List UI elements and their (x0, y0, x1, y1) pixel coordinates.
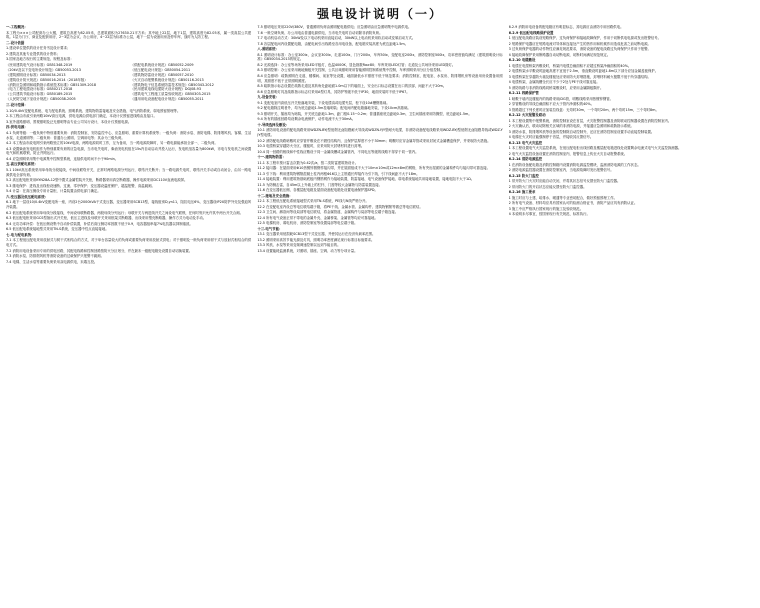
spec-paragraph: 九.设备安装： (257, 95, 279, 100)
spec-paragraph: 9.1 变配电室内高低压开关柜落地安装，下设电缆沟或电缆夹层，柜下设10#槽钢基础。 (257, 100, 390, 105)
spec-paragraph: 六.变压器及低压配电系统： (6, 194, 48, 199)
spec-paragraph: 6.2.13 电气火灾监控 (508, 140, 543, 145)
spec-paragraph: 3 管路超过下列长度时应加装拉线盒：无弯时30m，一个弯时20m，两个弯时15m，三个弯时8m。 (508, 107, 659, 112)
spec-paragraph: 6.5 低压配电系统接地型式采用TN-S系统，变压器中性点直接接地。 (6, 227, 109, 232)
spec-paragraph: 5.3 继电保护：进线及出线柜设速断、过流、零序保护；变压器设温度保护，超温报警，高温跳闸。 (6, 183, 155, 188)
spec-paragraph: 2 穿管敷设的导线总截面积不应大于管内净面积的40%。 (508, 102, 595, 106)
spec-paragraph: 4 本说明未尽事宜，按国家现行有关规范、标准执行。 (508, 212, 590, 216)
page-title: 强电设计说明（一） (316, 7, 443, 21)
spec-paragraph: 3 施工中应严格执行国家现行的施工及验收规范。 (508, 206, 584, 211)
spec-paragraph: 4.4 应急照明采用集中电源集中控制型系统，连续供电时间不小于90min。 (6, 156, 119, 161)
spec-paragraph: 2 消防电源监控器设置在消防控制室内，当电源故障时发出报警信号。 (508, 168, 614, 172)
spec-paragraph: 6.2.15 防火门监控 (508, 173, 539, 178)
spec-paragraph: 7.3 消防水泵、防排烟风机等消防设备的过载保护只报警不跳闸。 (6, 254, 105, 259)
spec-paragraph: 7.2 消防用电设备采用专用的供电回路，其配电线路和控制回路按防火分区划分，并在最末一级配电箱处设置自动切换装置。 (6, 248, 193, 253)
spec-paragraph: 6.2.11 线路保护管 (508, 91, 539, 95)
text-columns (6, 25, 754, 605)
spec-paragraph: 4.2 本工程由市政电网引来两路独立的10kV电源，两路电源同时工作，互为备用，当一路电源故障时，另一路电源能承担全部一、二级负荷。 (6, 141, 218, 146)
standard-item: 《供配电系统设计规范》GB50052-2009 (130, 62, 194, 67)
spec-paragraph: 2 所有电气设备、材料均应具有国家认可的检测合格证书，消防产品应具有消防认证。 (508, 201, 638, 205)
spec-paragraph: 12.1 本工程低压配电系统接地型式采用TN-S系统，PE线与N线严格分开。 (257, 199, 369, 204)
spec-paragraph: 3.室外道路照明、景观照明及泛光照明等由专业公司另行设计，本设计仅预留电源。 (6, 119, 132, 124)
spec-paragraph: 1 暗敷于墙内及楼板内的线路采用JDG管，明敷线路采用热镀锌钢管。 (508, 96, 614, 101)
standards-list (6, 63, 251, 102)
standard-item: 《消防应急照明和疏散指示系统技术标准》GB51309-2018 (6, 82, 97, 87)
spec-paragraph: 9.4 所有的插座回路均设剩余电流保护，动作电流不大于30mA。 (257, 117, 356, 122)
spec-paragraph: 6.2.9 消防用电设备的配电箱应有明显标志，其电源应由消防专用回路供电。 (508, 25, 624, 29)
spec-paragraph: 9.2 配电箱除注明者外，均为底边距地1.5m挂墙明装；配电间内配电箱落地安装，下设10cm高基础。 (257, 106, 411, 111)
spec-paragraph: 1 电缆在电缆桥架内敷设时，桥架内电缆总截面积不应超过桥架净截面积的40%。 (508, 63, 632, 68)
spec-paragraph: 本工程为×××公司配套办公大楼，建筑总高度为82.05米，总建筑面积为27630.21平方米；其中地上22层，地下1层，建筑高度为82.05米，属一类高层公共建筑。1层为门厅、商业及配套用房，2~3层为会议、办公用房，4~22层为标准办公层，地下一层为设备用房及停车库，战时为人防工程。 (6, 30, 252, 40)
standard-item: 《低压配电设计规范》GB50054-2011 (130, 67, 191, 72)
spec-paragraph: 7.6 一般空调负荷、办公用电由普通电源供电，当市电失电时自动切除非消防负荷。 (257, 30, 383, 35)
spec-paragraph: 2 短路保护电器应在短路电流对导体和连接处产生的热作用和机械作用造成危害之前切断电源。 (508, 41, 651, 46)
spec-paragraph: 12.5 电梯机房、弱电机房、消防控制室等设置局部等电位端子箱。 (257, 221, 358, 226)
spec-paragraph: 四.供电电源： (6, 125, 28, 130)
spec-paragraph: 1.10/0.4kV变配电系统、电力配电系统、照明系统、建筑物防雷接地及安全措施、电气消防系统、弱电预留预埋等。 (6, 108, 181, 113)
spec-paragraph: 11.2 接闪器：在屋面采用Φ10热镀锌圆钢作接闪带，并在屋面组成不大于10m×10m或12m×8m的网格，所有突出屋面的金属构件均与接闪带可靠连接。 (257, 166, 491, 171)
spec-paragraph: 13.2 照明采用高效节能光源及灯具，照明功率密度满足现行标准目标值要求。 (257, 237, 375, 242)
standard-item: 《建筑物防雷设计规范》GB50057-2010 (130, 72, 194, 77)
standard-item: 《建筑物电子信息系统防雷技术规范》GB50343-2012 (130, 82, 214, 87)
spec-paragraph: 2 电气火灾监控设备设置在消防控制室内，报警信息上传至火灾自动报警系统。 (508, 151, 628, 156)
spec-paragraph: 十三.电气节能： (257, 226, 283, 231)
spec-paragraph: 6.2.12 火灾报警及联动 (508, 113, 546, 117)
spec-paragraph: 4.1 负荷等级：一级负荷中特别重要负荷：消防控制室、安防监控中心、应急照明、重要计算机系统等；一级负荷：消防水泵、消防电梯、防排烟风机、客梯、生活水泵、走道照明等；二级负荷：普通办公照明、空调用电等；其余为三级负荷。 (6, 130, 252, 140)
spec-paragraph: 8.1 照明设计标准：办公室300lx，会议室300lx，走道100lx，门厅200lx，车库50lx，变配电室200lx，消防控制室500lx，功率密度值均满足《建筑照明设计标准》GB50034-2013的规定。 (257, 52, 503, 62)
spec-paragraph: 12.4 所有电气设备正常不带电的金属外壳、金属桥架、金属管等均应可靠接地。 (257, 215, 378, 220)
spec-paragraph: 6.2 低压配电系统采用单母线分段接线，中间设母联断路器，两段母线分列运行；母联开关与两进线开关之间设电气联锁，任何时刻只允许其中两台开关合闸。 (6, 210, 244, 215)
spec-paragraph: 11.3 引下线：利用建筑物钢筋混凝土柱内两根Φ16以上主筋通长焊接作为引下线，引下线间距不大于18m。 (257, 171, 420, 176)
spec-paragraph: 2 电缆桥架水平敷设时距地高度不宜低于2.5m，垂直敷设时距地1.8m以下部分应加金属盖板保护。 (508, 69, 659, 73)
spec-paragraph: 7.5 照明电压采用220V/380V，普通照明负荷由照明配电箱供电；应急照明由应急照明集中电源供电。 (257, 25, 412, 29)
spec-paragraph: 7.8 各层配电间内设置配电箱，由配电间引出线路至各用电设备，配电箱安装高度为底边距地1.5m。 (257, 41, 409, 46)
spec-paragraph: 4 电缆桥架、金属线槽全长应不少于2处与PE干线可靠连接。 (508, 80, 600, 84)
spec-paragraph: 11.4 接地装置：利用建筑物基础底板内钢筋网作为接地装置，防雷接地、电气设备保护接地、弱电系统接地共用接地装置，接地电阻不大于1Ω。 (257, 177, 475, 182)
standard-item: 《通用用电设备配电设计规范》GB50055-2011 (130, 97, 204, 102)
text-column-left (6, 25, 251, 605)
spec-paragraph: 8.2 光源选择：办公室等场所采用LED平板灯，色温4000K，显色指数Ra≥80；车库采用LED灯管；走道及公共场所采用LED筒灯。 (257, 62, 456, 67)
spec-paragraph: 3.国家及地方现行的主要规范、规程及标准： (6, 57, 74, 62)
spec-paragraph: 8.4 应急照明：疏散照明在走道、楼梯间、前室等处设置，地面最低水平照度不低于规范要求；消防控制室、配电室、水泵房、防排烟机房等设备用房设置备用照明，其照度不低于正常照明照度。 (257, 73, 503, 83)
spec-paragraph: 12.2 在变配电室内设总等电位联结端子箱，将PE干线、金属水管、金属构件、建筑物钢筋等做总等电位联结。 (257, 204, 423, 209)
spec-paragraph: 13.1 变压器采用低损耗SCB13型干式变压器，并使其运行在经济负载率范围。 (257, 232, 376, 237)
spec-paragraph: 三.设计范围： (6, 103, 28, 108)
spec-paragraph: 5.2 高压配电柜采用KYN28A-12型中置式金属铠装开关柜，断路器采用真空断路器，操作电源采用DC110V直流电源屏。 (6, 178, 188, 183)
spec-paragraph: 1.建设单位提供的设计任务书及设计要求； (6, 46, 71, 51)
standard-item: 《火灾自动报警系统设计规范》GB50116-2013 (130, 77, 204, 82)
spec-paragraph: 3 消防水泵、防排烟风机等设备的控制除自动控制外，还应在消防控制室设置手动直接控制装置。 (508, 129, 655, 134)
spec-paragraph: 11.5 为防侧击雷，自45m以上外墙上的栏杆、门窗等较大金属物与防雷装置连接。 (257, 182, 383, 187)
spec-paragraph: 二.设计依据 (6, 40, 25, 45)
spec-paragraph: 9.3 照明开关、插座均为暗装，开关底边距地1.3m，距门框0.15~0.2m；普通插座底边距地0.3m，卫生间插座采用防溅型，底边距地1.5m。 (257, 111, 472, 116)
spec-paragraph: 5.1 10kV高压系统采用单母线分段接线，中间设联络开关，正常时两路电源分列运行，联络开关断开；当一路电源失电时，联络开关手动或自动闭合，由另一路电源供电全部负荷。 (6, 167, 252, 177)
spec-paragraph: 8.5 疏散指示标志设置在疏散走道及其转角处距地面1.0m以下的墙面上，安全出口标志设置在出口的顶部，间距不大于20m。 (257, 84, 447, 89)
standard-item: 《建筑照明设计标准》GB50034-2013 (6, 72, 66, 77)
spec-paragraph: 11.6 在变压器低压侧、各楼层配电箱及屋面设备配电箱处设置电涌保护器SPD。 (257, 188, 378, 193)
spec-paragraph: 2 火灾确认后，联动切除相关区域的非消防电源，并接通应急照明和疏散指示系统。 (508, 124, 634, 128)
spec-paragraph: 1 施工时应与土建、给排水、暖通等专业密切配合，做好预留预埋工作。 (508, 195, 617, 200)
spec-paragraph: 10.3 电缆桥架穿越防火分区、楼板时，应采用防火封堵材料进行封堵。 (257, 144, 365, 149)
spec-paragraph: 十一.建筑物防雷： (257, 155, 286, 160)
spec-paragraph: 1 常开防火门火灾时应能自动关闭，并将其状态信号反馈至防火门监控器。 (508, 179, 621, 183)
spec-paragraph: 5.4 计量：在高压侧设专用计量柜，计量装置由供电部门确定。 (6, 189, 101, 194)
spec-paragraph: 2.本工程由市政引来两路10kV高压电源，供电电源由供电部门确定，本设计仅预留进线路由及接口。 (6, 114, 157, 119)
standard-item: 《民用建筑电气设计标准》GB51348-2019 (6, 62, 73, 67)
spec-paragraph: 6.2.14 消防电源监控 (508, 157, 543, 161)
standard-item: 《电力工程电缆设计标准》GB50217-2018 (6, 87, 73, 92)
spec-paragraph: 10.2 消防配电线路暗敷时应穿管并敷设在不燃性结构内，且保护层厚度不小于30mm；明敷时应穿金属导管或采用封闭式金属槽盒保护，并采取防火措施。 (257, 138, 491, 143)
spec-paragraph: 10.4 同一回路的相线和中性线应敷设于同一金属线槽或金属管内，不同电压等级的线路不得穿于同一管内。 (257, 149, 419, 154)
spec-paragraph: 7.1 本工程低压配电采用放射式与树干式相结合的方式，对于单台容量较大的负荷或重要负荷采用放射式供电；对于照明及一般负荷采用树干式与放射式相结合的供电方式。 (6, 238, 252, 248)
spec-paragraph: 10.1 消防用电设备的配电线路采用WDZN-BYJ型低烟无卤阻燃耐火导线或WDZN-YJY型耐火电缆，非消防设备配电线路采用WDZ-BYJ型低烟无卤阻燃导线或WDZ-YJY型电缆。 (257, 128, 503, 138)
spec-paragraph: 一.工程概况： (6, 25, 28, 29)
spec-paragraph: 7.4 电梯、生活水泵等重要负荷采用双电源供电，末端互投。 (6, 259, 98, 264)
spec-paragraph: 6.2.10 电缆敷设 (508, 58, 536, 62)
spec-paragraph: 6.4 无功功率补偿：在低压侧设集中自动补偿装置，补偿后高压侧功率因数不低于0.9，电容器组串接7%电抗器以抑制谐波。 (6, 221, 193, 226)
spec-paragraph: 8.3 照明控制：办公室采用就地翘板开关控制，公共区域照明采用智能照明控制系统集中控制，车库照明采用分区分组控制。 (257, 68, 444, 73)
spec-paragraph: 2 常闭防火门的开启状态应能反馈至防火门监控器。 (508, 184, 587, 189)
spec-paragraph: 6.3 低压配电柜采用GCS型抽出式开关柜，低压主进线及母联开关采用框架式断路器，出线采用塑壳断路器，操作方式为电动及手动。 (6, 216, 207, 221)
spec-paragraph: 1 在消防设备配电箱及消防控制箱内设置消防电源监控模块，监测消防电源的工作状态。 (508, 162, 641, 167)
spec-paragraph: 八.照明系统： (257, 47, 279, 51)
spec-paragraph: 13.3 风机、水泵等采用变频调速控制以达到节能目的。 (257, 243, 341, 248)
spec-paragraph: 3 过负荷保护电器的动作特性应满足规范要求，消防设备的配电线路过负荷保护只作用于报警。 (508, 47, 651, 51)
standard-item: 《民用建筑电线电缆防火设计规程》DGJ08-93 (130, 87, 201, 92)
standard-item: 《人民防空地下室设计规范》GB50038-2005 (6, 97, 76, 102)
text-column-middle (257, 25, 502, 605)
spec-paragraph: 4 电梯在火灾时应能强制停于首层，并接收其反馈信号。 (508, 135, 594, 139)
standard-item: 《建筑设计防火规范》GB50016-2014（2018年版） (6, 77, 88, 82)
spec-paragraph: 3 电缆桥架在穿越防火墙及楼板处应采用防火封堵措施，封堵材料耐火极限不低于所穿越结构。 (508, 74, 651, 79)
text-column-right (509, 25, 754, 605)
spec-paragraph: 1 本工程设置电气火灾监控系统，在低压配电柜出线回路及楼层配电箱进线处设置剩余电流式电气火灾监控探测器。 (508, 146, 682, 150)
spec-paragraph: 五.高压供配电系统： (6, 162, 38, 167)
spec-paragraph: 1 本工程设置集中报警系统，消防控制室设在首层，火灾报警控制器及消防联动控制器设置在消防控制室内。 (508, 118, 672, 123)
spec-paragraph: 13.4 设置能耗监测系统，对照明、插座、空调、动力等分项计量。 (257, 248, 358, 253)
spec-paragraph: 5 消防线路与非消防线路同桥架敷设时，应采用金属隔板隔开。 (508, 85, 604, 90)
spec-paragraph: 1 低压配电线路应装设短路保护、过负荷保护和接地故障保护，作用于切断供电电源或发出报警信号。 (508, 36, 662, 40)
spec-paragraph: 6.2.16 施工要求 (508, 190, 536, 194)
spec-paragraph: 12.3 卫生间、淋浴间等设局部等电位联结，将金属管道、金属构件与局部等电位端子箱连接。 (257, 210, 399, 215)
spec-paragraph: 十二.接地及安全措施： (257, 193, 293, 198)
spec-paragraph: 2.建筑及其他专业提供的设计资料； (6, 51, 61, 56)
spec-paragraph: 4.3 设置柴油发电机组作为特别重要负荷的应急电源，当市电失电时，柴油发电机组在15s内自动启动并投入运行，发电机组容量为800kW，市电与发电机之间设置电气和机械联锁，防止并网运行。 (6, 146, 252, 156)
spec-paragraph: 6.1 地下一层设10/0.4kV变配电所一座，内设2台2000kVA干式变压器，变压器采用SCB13型，接线组别D,yn11，阻抗电压6%，变压器设IP2X防护外壳及强迫风冷装置。 (6, 200, 252, 210)
spec-paragraph: 7.7 电动机启动方式：30kW及以下电动机采用直接启动，30kW以上电动机采用软启动或变频启动方式。 (257, 36, 416, 40)
spec-paragraph: 4 接地故障保护采用断路器自动切断电源，切断时间满足规范规定。 (508, 52, 611, 57)
spec-paragraph: 8.6 应急照明灯具及疏散指示标志灯采用A型灯具，其防护等级不低于IP30，地面安装时不低于IP67。 (257, 89, 410, 94)
standard-item: 《公共建筑节能设计标准》GB50189-2015 (6, 92, 73, 97)
spec-paragraph: 6.2.9 低压配电线路保护设置 (508, 30, 554, 35)
standard-item: 《建筑电气工程施工质量验收规范》GB50303-2015 (130, 92, 211, 97)
spec-paragraph: 11.1 本工程年预计雷击次数为0.42次/a，按二类防雷建筑物设计。 (257, 160, 359, 165)
standard-item: 《20kV及以下变电所设计规范》GB50053-2013 (6, 67, 81, 72)
spec-paragraph: 十.导线选择及敷设： (257, 122, 290, 127)
spec-paragraph: 七.电力配电系统： (6, 232, 35, 237)
